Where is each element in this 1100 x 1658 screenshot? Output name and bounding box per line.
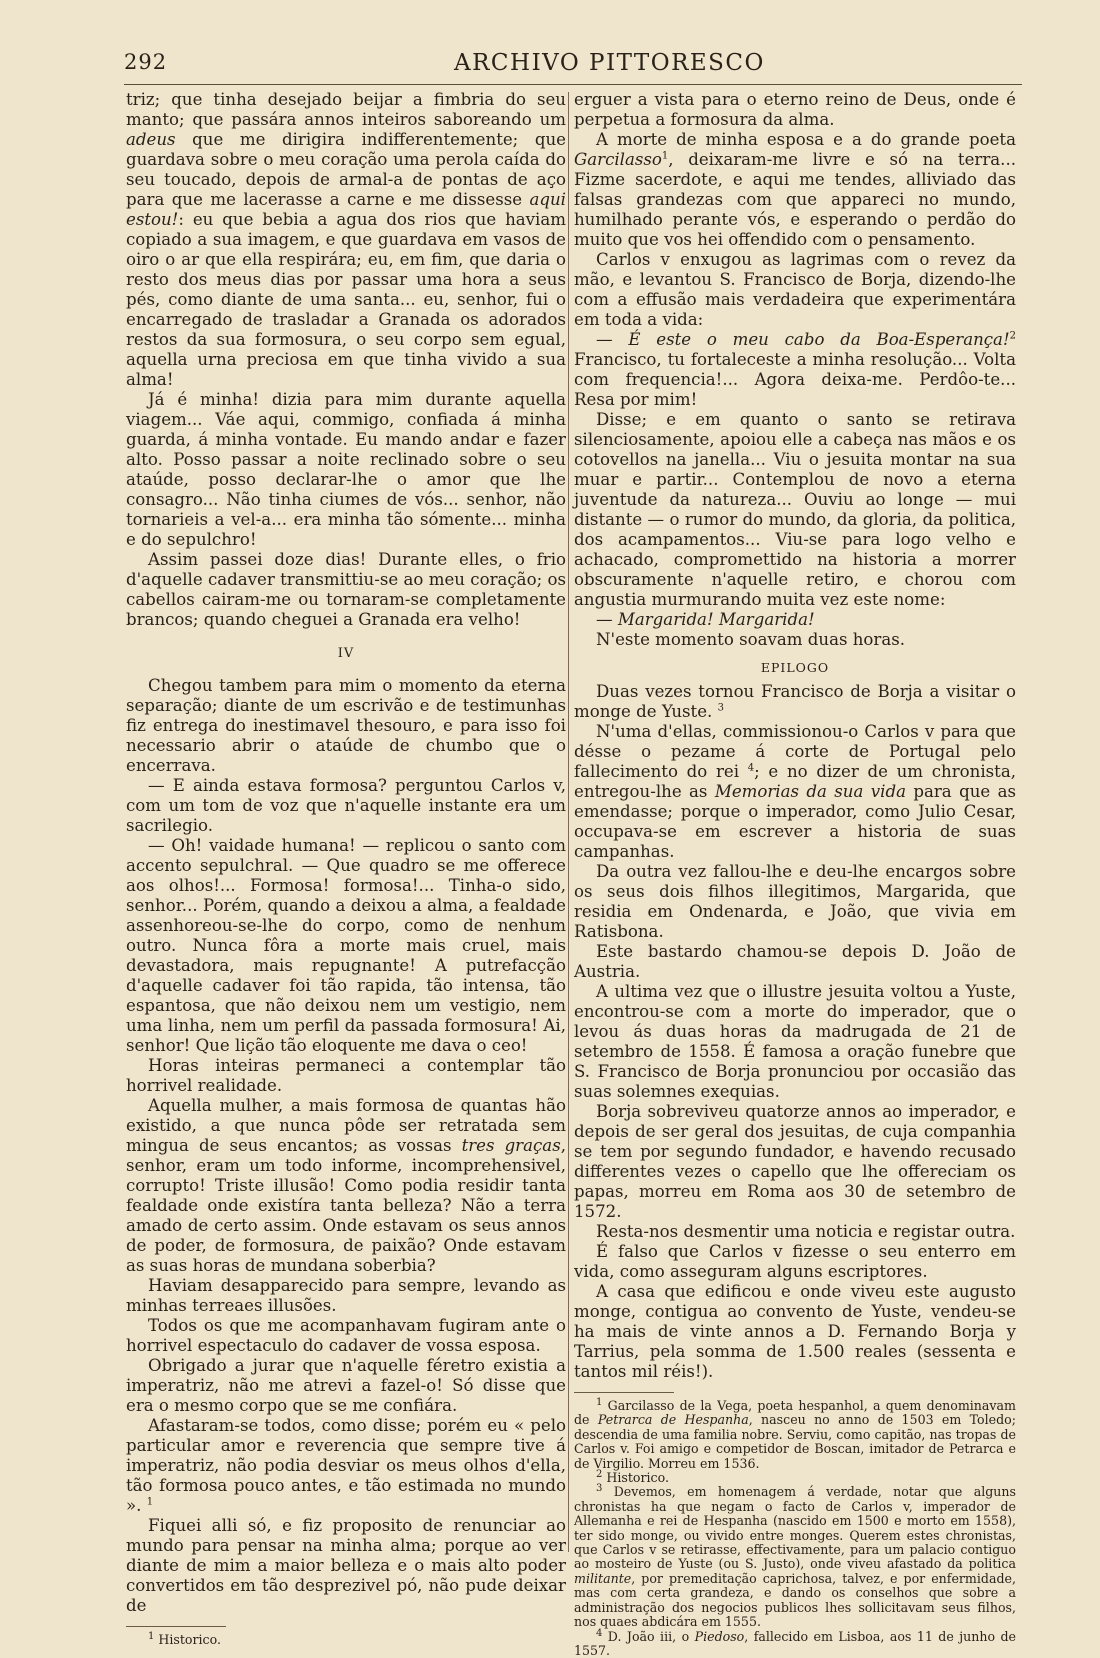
paragraph: — Margarida! Margarida! <box>574 610 1016 630</box>
footnote: $^1$ Historico. <box>126 1633 566 1647</box>
paragraph: A ultima vez que o illustre jesuita voltou a Yuste, encontrou-se com a morte do imperador, que o levou ás duas horas da madrugada de 21 de setembro de 1558. É famosa a oração funebre que S. Francisco de Borja pronunciou por occasião das suas solemnes exequias. <box>574 982 1016 1102</box>
paragraph: Resta-nos desmentir uma noticia e registar outra. <box>574 1222 1016 1242</box>
paragraph: A morte de minha esposa e a do grande poeta Garcilasso$^1$, deixaram-me livre e só na terra... Fizme sacerdote, e aqui me tendes, alliviado das falsas grandezas com que appareci no mundo, humilhado perante vós, e esperando o perdão do muito que vos hei offendido com o pensamento. <box>574 130 1016 250</box>
paragraph: A casa que edificou e onde viveu este augusto monge, contigua ao convento de Yuste, vendeu-se ha mais de vinte annos a D. Fernando Borja y Tarrius, pela somma de 1.500 reales (sessenta e tantos mil réis!). <box>574 1282 1016 1382</box>
left-column <box>126 90 566 1610</box>
paragraph: Aquella mulher, a mais formosa de quantas hão existido, a que nunca pôde ser retratada sem mingua de seus encantos; as vossas tres graças, senhor, eram um todo informe, incomprehensivel, corrupto! Triste illusão! Como podia residir tanta fealdade onde existíra tanta belleza? Não a terra amado de certo assim. Onde estavam os seus annos de poder, de formosura, de paixão? Onde estavam as suas horas de mundana soberbia? <box>126 1096 566 1276</box>
paragraph: Carlos v enxugou as lagrimas com o revez da mão, e levantou S. Francisco de Borja, dizendo-lhe com a effusão mais verdadeira que experimentára em toda a vida: <box>574 250 1016 330</box>
page-header <box>124 50 1024 84</box>
paragraph: N'este momento soavam duas horas. <box>574 630 1016 650</box>
section-heading-iv: IV <box>126 644 566 664</box>
page-number: 292 <box>124 50 167 74</box>
footnote-rule <box>574 1392 674 1393</box>
paragraph: — É este o meu cabo da Boa-Esperança!$^2$ Francisco, tu fortaleceste a minha resolução... Volta com frequencia!... Agora deixa-me. Perdôo-te... Resa por mim! <box>574 330 1016 410</box>
paragraph: Já é minha! dizia para mim durante aquella viagem... Váe aqui, commigo, confiada á minha guarda, á minha vontade. Eu mando andar e fazer alto. Posso passar a noite reclinado sobre o seu ataúde, posso declarar-lhe o amor que lhe consagro... Não tinha ciumes de vós... senhor, não tornarieis a vel-a... era minha tão sómente... minha e do sepulchro! <box>126 390 566 550</box>
footnote-ref: 2 <box>1010 330 1016 341</box>
paragraph: Da outra vez fallou-lhe e deu-lhe encargos sobre os seus dois filhos illegitimos, Margarida, que residia em Ondenarda, e João, que vivia em Ratisbona. <box>574 862 1016 942</box>
footnote: $^3$ Devemos, em homenagem á verdade, notar que alguns chronistas ha que negam o facto de Carlos v, imperador de Allemanha e rei de Hespanha (nascido em 1500 e morto em 1558), ter sido monge, ou vivido entre monges. Querem estes chronistas, que Carlos v se retirasse, effectivamente, para um palacio contiguo ao mosteiro de Yuste (ou S. Justo), onde viveu afastado da politica militante, por premeditação caprichosa, talvez, e por enfermidade, mas com certa grandeza, e dando os conselhos que sobre a administração dos negocios publicos lhes sollicitavam seus filhos, nos quaes abdicára em 1555. <box>574 1485 1016 1629</box>
header-rule <box>124 84 1022 85</box>
footnote-ref: 4 <box>748 762 754 773</box>
paragraph: — Oh! vaidade humana! — replicou o santo com accento sepulchral. — Que quadro se me offerece aos olhos!... Formosa! formosa!... Tinha-o sido, senhor... Porém, quando a deixou a alma, a fealdade assenhoreou-se-lhe do corpo, como de nenhum outro. Nunca fôra a morte mais cruel, mais devastadora, mais repugnante! A putrefacção d'aquelle cadaver foi tão rapida, tão intensa, tão espantosa, que não deixou nem um vestigio, nem uma linha, nem um perfil da passada formosura! Ai, senhor! Que lição tão eloquente me dava o ceo! <box>126 836 566 1056</box>
paragraph: erguer a vista para o eterno reino de Deus, onde é perpetua a formosura da alma. <box>574 90 1016 130</box>
footnote-rule <box>126 1626 226 1627</box>
paragraph: Assim passei doze dias! Durante elles, o frio d'aquelle cadaver transmittiu-se ao meu coração; os cabellos cairam-me ou tornaram-se completamente brancos; quando cheguei a Granada era velho! <box>126 550 566 630</box>
footnote: $^2$ Historico. <box>574 1471 1016 1485</box>
footnote-ref: 3 <box>718 702 724 713</box>
paragraph: triz; que tinha desejado beijar a fimbria do seu manto; que passára annos inteiros saboreando um adeus que me dirigira indifferentemente; que guardava sobre o meu coração uma perola caída do seu toucado, depois de armal-a de pontas de aço para que me lacerasse a carne e me dissesse aqui estou!: eu que bebia a agua dos rios que haviam copiado a sua imagem, e que guardava em vasos de oiro o ar que ella respirára; eu, em fim, que daria o resto dos meus dias por passar uma hora a seus pés, como diante de uma santa... eu, senhor, fui o encarregado de trasladar a Granada os adorados restos da sua formosura, o seu corpo sem egual, aquella urna preciosa em que tinha vivido a sua alma! <box>126 90 566 390</box>
footnote-ref: 1 <box>662 150 668 161</box>
footnote: $^4$ D. João iii, o Piedoso, fallecido em Lisboa, aos 11 de junho de 1557. <box>574 1630 1016 1658</box>
paragraph: Afastaram-se todos, como disse; porém eu « pelo particular amor e reverencia que sempre tive á imperatriz, não podia desviar os meus olhos d'ella, tão formosa pouco antes, e tão estimada no mundo ». $^1$ <box>126 1416 566 1516</box>
footnote-ref: 1 <box>147 1496 153 1507</box>
paragraph: Todos os que me acompanhavam fugiram ante o horrivel espectaculo do cadaver de vossa esposa. <box>126 1316 566 1356</box>
right-column <box>574 90 1016 1610</box>
paragraph: Chegou tambem para mim o momento da eterna separação; diante de um escrivão e de testimunhas fiz entrega do inestimavel thesouro, e para isso foi necessario abrir o ataúde de chumbo que o encerrava. <box>126 676 566 776</box>
paragraph: Este bastardo chamou-se depois D. João de Austria. <box>574 942 1016 982</box>
column-divider <box>568 92 569 1552</box>
paragraph: Borja sobreviveu quatorze annos ao imperador, e depois de ser geral dos jesuitas, de cuja companhia se tem por segundo fundador, e havendo recusado differentes vezes o capello que lhe offereciam os papas, morreu em Roma aos 30 de setembro de 1572. <box>574 1102 1016 1222</box>
paragraph: Disse; e em quanto o santo se retirava silenciosamente, apoiou elle a cabeça nas mãos e os cotovellos na janella... Viu o jesuita montar na sua muar e partir... Contemplou de novo a eterna juventude da natureza... Ouviu ao longe — mui distante — o rumor do mundo, da gloria, da politica, dos acampamentos... Viu-se para logo velho e achacado, compromettido na historia a morrer obscuramente n'aquelle retiro, e chorou com angustia murmurando muita vez este nome: <box>574 410 1016 610</box>
paragraph: Fiquei alli só, e fiz proposito de renunciar ao mundo para pensar na minha alma; porque ao ver diante de mim a maior belleza e o mais alto poder convertidos em tão desprezivel pó, não pude deixar de <box>126 1516 566 1616</box>
paragraph: Duas vezes tornou Francisco de Borja a visitar o monge de Yuste. $^3$ <box>574 682 1016 722</box>
paragraph: Haviam desapparecido para sempre, levando as minhas terreaes illusões. <box>126 1276 566 1316</box>
running-title: ARCHIVO PITTORESCO <box>454 50 765 76</box>
footnote: $^1$ Garcilasso de la Vega, poeta hespanhol, a quem denominavam de Petrarca de Hespanha, nasceu no anno de 1503 em Toledo; descendia de uma familia nobre. Serviu, como capitão, nas tropas de Carlos v. Foi amigo e competidor de Boscan, imitador de Petrarca e de Virgilio. Morreu em 1536. <box>574 1399 1016 1471</box>
paragraph: Obrigado a jurar que n'aquelle féretro existia a imperatriz, não me atrevi a fazel-o! Só disse que era o mesmo corpo que se me confiára. <box>126 1356 566 1416</box>
epilogue-heading: EPILOGO <box>574 658 1016 678</box>
paragraph: Horas inteiras permaneci a contemplar tão horrivel realidade. <box>126 1056 566 1096</box>
paragraph: É falso que Carlos v fizesse o seu enterro em vida, como asseguram alguns escriptores. <box>574 1242 1016 1282</box>
paragraph: N'uma d'ellas, commissionou-o Carlos v para que désse o pezame á corte de Portugal pelo fallecimento do rei $^4$; e no dizer de um chronista, entregou-lhe as Memorias da sua vida para que as emendasse; porque o imperador, como Julio Cesar, occupava-se em escrever a historia de suas campanhas. <box>574 722 1016 862</box>
paragraph: — E ainda estava formosa? perguntou Carlos v, com um tom de voz que n'aquelle instante era um sacrilegio. <box>126 776 566 836</box>
